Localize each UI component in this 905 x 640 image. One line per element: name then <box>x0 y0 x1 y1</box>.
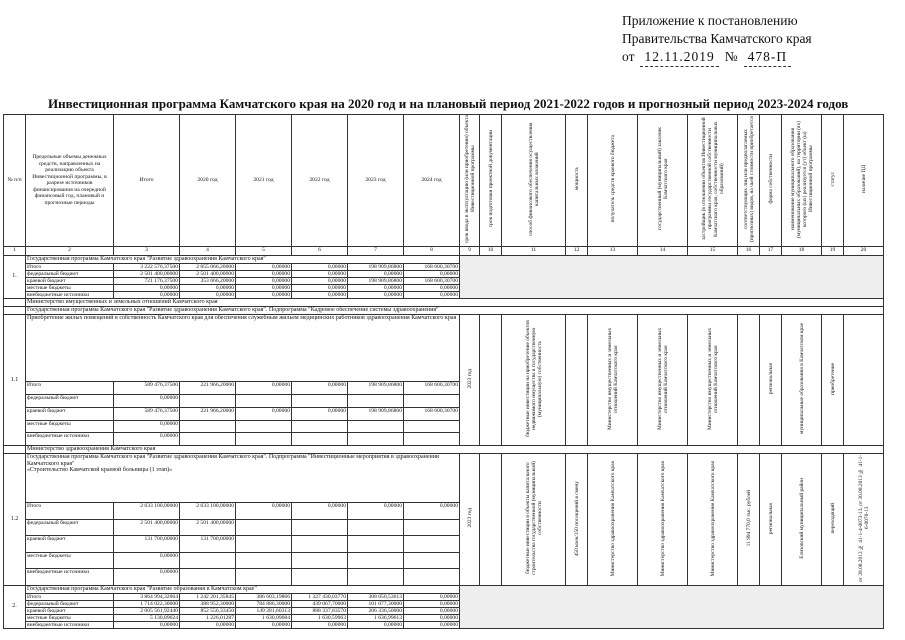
value-cell <box>292 394 348 407</box>
value-cell <box>180 394 236 407</box>
header-c9: срок ввода в эксплуатацию (или приобретения) объекта Инвестиционной программы <box>463 115 476 243</box>
value-cell: 2 501 400,00000 <box>180 270 236 277</box>
value-cell <box>180 552 236 569</box>
status: переходящий <box>829 502 836 534</box>
value-cell: 0,00000 <box>114 621 180 628</box>
value-cell: 0,00000 <box>404 600 460 607</box>
header-c13: получатель средств краевого бюджета <box>609 135 616 223</box>
header-c3: Итого <box>114 115 180 247</box>
developer: Министерство здравоохранения Камчатского края <box>709 460 716 576</box>
col-num: 11 <box>502 246 566 255</box>
from-label: от <box>622 49 635 64</box>
object-title: «Строительство Камчатской краевой больницы (1 этап)» <box>27 467 173 474</box>
value-cell: 3 222 576,37500 <box>114 263 180 270</box>
col-num: 7 <box>348 246 404 255</box>
value-cell <box>404 552 460 569</box>
value-cell: 198 909,86800 <box>348 263 404 270</box>
value-cell: 0,00000 <box>292 621 348 628</box>
object-title: Приобретение жилых помещений в собственность Камчатского края для обеспечения служебным жильем медицинских работников здравоохранения Камчатского края <box>26 314 460 382</box>
value-cell <box>348 433 404 446</box>
source-label: местные бюджеты <box>26 284 114 291</box>
value-cell: 0,00000 <box>292 503 348 520</box>
source-label: внебюджетные источники <box>26 291 114 298</box>
value-cell: 221 966,20000 <box>180 407 236 420</box>
value-cell: 198 909,86800 <box>348 277 404 284</box>
value-cell <box>348 519 404 536</box>
value-cell: 2 501 400,00000 <box>180 519 236 536</box>
value-cell: 5 130,89624 <box>114 614 180 621</box>
value-cell: 0,00000 <box>292 277 348 284</box>
value-cell: 0,00000 <box>292 263 348 270</box>
header-c10: срок подготовки проектной документации <box>487 130 494 228</box>
value-cell <box>236 433 292 446</box>
value-cell: 1 714 022,30000 <box>114 600 180 607</box>
value-cell: 0,00000 <box>180 291 236 298</box>
source-label: федеральный бюджет <box>26 394 114 407</box>
col-num: 6 <box>292 246 348 255</box>
source-label: Итого <box>26 503 114 520</box>
value-cell: 0,00000 <box>404 593 460 600</box>
value-cell <box>348 569 404 586</box>
source-label: федеральный бюджет <box>26 270 114 277</box>
value-cell: 1 242 201,35845 <box>180 593 236 600</box>
value-cell: 168 600,30700 <box>404 277 460 284</box>
value-cell: 0,00000 <box>404 614 460 621</box>
header-c12: мощность <box>573 167 580 191</box>
value-cell: 0,00000 <box>180 284 236 291</box>
value-cell: 2 633 100,00000 <box>180 503 236 520</box>
value-cell: 0,00000 <box>180 621 236 628</box>
value-cell <box>348 394 404 407</box>
row-number: 2. <box>4 585 26 628</box>
value-cell <box>236 552 292 569</box>
source-label: внебюджетные источники <box>26 433 114 446</box>
source-label: федеральный бюджет <box>26 600 114 607</box>
value-cell <box>292 569 348 586</box>
value-cell: 589 476,37500 <box>114 382 180 395</box>
col-num: 4 <box>180 246 236 255</box>
value-cell: 0,00000 <box>114 433 180 446</box>
value-cell: 784 886,30000 <box>236 600 292 607</box>
ownership-form: региональная <box>767 502 774 534</box>
header-c7: 2023 год <box>348 115 404 247</box>
value-cell: 206 336,50000 <box>348 607 404 614</box>
value-cell <box>404 536 460 553</box>
value-cell: 168 600,30700 <box>404 407 460 420</box>
header-c2: Предельные объемы денежных средств, направленных на реализацию объекта Инвестиционной программы, в разрезе источников финансирования на очередной финансовый год, плановый и прогнозные периоды <box>26 115 114 247</box>
source-label: внебюджетные источники <box>26 569 114 586</box>
header-c14: государственный (муниципальный) заказчик Камчатского края <box>656 127 669 231</box>
value-cell <box>404 420 460 433</box>
value-cell: 168 600,30700 <box>404 382 460 395</box>
status: приобретение <box>829 362 836 395</box>
source-label: внебюджетные источники <box>26 621 114 628</box>
value-cell <box>404 433 460 446</box>
col-num: 16 <box>738 246 760 255</box>
budget-recipient: Министерство имущественных и земельных отношений Камчатского края <box>606 327 619 430</box>
program-row-1 <box>4 255 884 263</box>
number-label: № <box>724 49 738 64</box>
header-c8: 2024 год <box>404 115 460 247</box>
header-c20: наличие ПД <box>860 165 867 193</box>
object-row <box>4 314 884 382</box>
col-num: 2 <box>26 246 114 255</box>
header-c5: 2021 год <box>236 115 292 247</box>
ministry-row <box>4 298 884 306</box>
value-cell: 101 077,30000 <box>348 600 404 607</box>
source-label: Итого <box>26 263 114 270</box>
value-cell: 0,00000 <box>292 291 348 298</box>
col-num: 3 <box>114 246 180 255</box>
value-cell: 1 636,99613 <box>348 614 404 621</box>
header-c15: застройщик (в отношении объектов Инвестиционной программы государственной собственности Камчатского края, собственности муниципальных образований) <box>700 117 725 241</box>
value-cell: 589 476,37500 <box>114 407 180 420</box>
value-cell: 1 630,09684 <box>236 614 292 621</box>
investment-table <box>3 114 884 629</box>
commission-date: 2023 год <box>466 368 473 389</box>
value-cell <box>292 536 348 553</box>
value-cell: 221 966,20000 <box>180 382 236 395</box>
value-cell: 0,00000 <box>404 291 460 298</box>
estimated-cost: 11 994 770,0 тыс. рублей <box>745 490 752 547</box>
value-cell: 198 909,86800 <box>348 407 404 420</box>
value-cell: 2 501 400,00000 <box>114 270 180 277</box>
subprogram-row <box>4 306 884 314</box>
col-num: 5 <box>236 246 292 255</box>
value-cell: 0,00000 <box>348 284 404 291</box>
value-cell: 2 005 561,92440 <box>114 607 180 614</box>
col-num: 10 <box>480 246 502 255</box>
value-cell: 721 176,37500 <box>114 277 180 284</box>
value-cell: 0,00000 <box>114 291 180 298</box>
value-cell <box>292 433 348 446</box>
value-cell: 0,00000 <box>236 621 292 628</box>
program-title: Государственная программа Камчатского края "Развитие образования в Камчатском крае" <box>26 585 460 593</box>
developer: Министерство имущественных и земельных отношений Камчатского края <box>706 327 719 430</box>
value-cell: 0,00000 <box>292 284 348 291</box>
value-cell: 0,00000 <box>114 569 180 586</box>
header-c4: 2020 год <box>180 115 236 247</box>
source-label: Итого <box>26 593 114 600</box>
value-cell: 198 909,86800 <box>348 382 404 395</box>
source-label: местные бюджеты <box>26 552 114 569</box>
value-cell <box>404 394 460 407</box>
row-number: 1.2 <box>4 454 26 586</box>
value-cell <box>292 519 348 536</box>
value-cell: 0,00000 <box>236 284 292 291</box>
program-title: Государственная программа Камчатского края "Развитие здравоохранения Камчатского края" <box>26 255 460 263</box>
ownership-form: региональная <box>767 363 774 395</box>
value-cell: 0,00000 <box>114 420 180 433</box>
header-c1: № п/п <box>4 115 26 247</box>
value-cell: 0,00000 <box>348 270 404 277</box>
header-c19: статус <box>829 171 836 187</box>
value-cell: 0,00000 <box>292 407 348 420</box>
header-c16: соответствующих лиц или предполагаемых (прогнозных) видов, на чьей стоимости приобретается <box>742 116 755 242</box>
value-cell <box>236 519 292 536</box>
value-cell: 1 630,59963 <box>292 614 348 621</box>
value-cell: 0,00000 <box>404 607 460 614</box>
blank-area <box>460 585 884 628</box>
col-num: 13 <box>588 246 638 255</box>
value-cell: 0,00000 <box>348 291 404 298</box>
value-cell: 2 633 100,00000 <box>114 503 180 520</box>
value-cell: 0,00000 <box>236 270 292 277</box>
municipality: Елизовский муниципальный район <box>798 477 805 559</box>
value-cell <box>180 420 236 433</box>
value-cell: 852 556,33450 <box>180 607 236 614</box>
value-cell: 2 855 066,20000 <box>180 263 236 270</box>
financing-method: бюджетные инвестиции в объекты капитального строительства государственной (муниципальной) собственности <box>524 461 543 576</box>
value-cell <box>404 519 460 536</box>
value-cell: 0,00000 <box>404 284 460 291</box>
commission-date: 2023 год <box>466 508 473 528</box>
col-num: 15 <box>688 246 738 255</box>
value-cell: 0,00000 <box>114 284 180 291</box>
appendix-line1: Приложение к постановлению <box>622 13 798 28</box>
source-label: краевой бюджет <box>26 607 114 614</box>
value-cell: 1 327 430,03770 <box>292 593 348 600</box>
value-cell <box>236 394 292 407</box>
blank-area <box>460 255 884 298</box>
source-label: краевой бюджет <box>26 407 114 420</box>
value-cell: 2 501 400,00000 <box>114 519 180 536</box>
value-cell: 0,00000 <box>236 503 292 520</box>
value-cell <box>292 420 348 433</box>
source-label: федеральный бюджет <box>26 519 114 536</box>
decree-number: 478-П <box>744 48 792 67</box>
design-docs: от 28.08.2013 № 41-1-4-0073-13, от 30.08.2013 № 41-1-6-0076-13 <box>857 454 870 582</box>
column-number-row <box>4 246 884 255</box>
value-cell: 0,00000 <box>404 503 460 520</box>
value-cell: 888 337,83570 <box>292 607 348 614</box>
value-cell: 439 067,70000 <box>292 600 348 607</box>
value-cell: 131 700,00000 <box>180 536 236 553</box>
financing-method: бюджетные инвестиции на приобретение объектов недвижимого имущества в государственную (муниципальную) собственность <box>524 320 543 437</box>
subprogram-row <box>4 454 884 503</box>
source-label: краевой бюджет <box>26 277 114 284</box>
municipality: муниципальные образования в Камчатском крае <box>798 323 805 435</box>
ministry-title: Министерство здравоохранения Камчатского края <box>26 446 884 454</box>
ministry-title: Министерство имущественных и земельных отношений Камчатского края <box>26 298 884 306</box>
value-cell: 386 603,19866 <box>236 593 292 600</box>
col-num: 18 <box>782 246 822 255</box>
subprogram-and-object <box>26 454 460 503</box>
col-num: 8 <box>404 246 460 255</box>
value-cell <box>236 536 292 553</box>
row-number: 1. <box>4 255 26 298</box>
value-cell: 353 666,20000 <box>180 277 236 284</box>
col-num: 1 <box>4 246 26 255</box>
header-c6: 2022 год <box>292 115 348 247</box>
value-cell <box>348 552 404 569</box>
customer: Министерство здравоохранения Камчатского края <box>659 460 666 576</box>
value-cell: 0,00000 <box>114 552 180 569</box>
col-num: 9 <box>460 246 480 255</box>
value-cell: 0,00000 <box>348 621 404 628</box>
col-num: 19 <box>822 246 844 255</box>
source-label: Итого <box>26 382 114 395</box>
subprogram-title: Государственная программа Камчатского края "Развитие здравоохранения Камчатского края". Подпрограмма "Кадровое обеспечение системы здравоохранения" <box>26 306 884 314</box>
value-cell: 0,00000 <box>236 277 292 284</box>
value-cell <box>180 569 236 586</box>
capacity: 450 коек/150 посещений в смену <box>573 480 580 556</box>
value-cell: 168 600,30700 <box>404 263 460 270</box>
value-cell: 0,00000 <box>236 407 292 420</box>
value-cell <box>404 569 460 586</box>
row-number: 1.1 <box>4 314 26 446</box>
col-num: 20 <box>844 246 884 255</box>
source-label: краевой бюджет <box>26 536 114 553</box>
subprogram-title: Государственная программа Камчатского края "Развитие здравоохранения Камчатского края". Подпрограмма "Инвестиционные мероприятия в здравоохранении Камчатского края" <box>27 454 440 467</box>
value-cell: 0,00000 <box>348 503 404 520</box>
appendix-block <box>622 12 812 67</box>
page-title: Инвестиционная программа Камчатского края на 2020 год и на плановый период 2021-2022 годов и прогнозный период 2023-2024 годов <box>48 96 849 111</box>
value-cell: 0,00000 <box>292 382 348 395</box>
value-cell: 388 952,30000 <box>180 600 236 607</box>
value-cell: 0,00000 <box>404 270 460 277</box>
value-cell: 0,00000 <box>114 394 180 407</box>
value-cell <box>180 433 236 446</box>
value-cell: 149 281,60313 <box>236 607 292 614</box>
value-cell <box>348 536 404 553</box>
ministry-row <box>4 446 884 454</box>
header-row <box>4 115 884 247</box>
value-cell: 0,00000 <box>236 263 292 270</box>
budget-recipient: Министерство здравоохранения Камчатского края <box>609 460 616 576</box>
col-num: 12 <box>566 246 588 255</box>
header-c18: наименование муниципального образования (муниципальных образований), на территории (ях) которого (ых) реализуется (ут) объект (ы) Инвестиционной программы <box>789 120 814 238</box>
source-label: местные бюджеты <box>26 614 114 621</box>
value-cell: 131 700,00000 <box>114 536 180 553</box>
value-cell <box>236 420 292 433</box>
value-cell <box>292 552 348 569</box>
source-label: местные бюджеты <box>26 420 114 433</box>
decree-date: 12.11.2019 <box>640 48 718 67</box>
customer: Министерство имущественных и земельных отношений Камчатского края <box>656 327 669 430</box>
value-cell <box>348 420 404 433</box>
value-cell: 1 226,01287 <box>180 614 236 621</box>
value-cell: 0,00000 <box>292 270 348 277</box>
appendix-line2: Правительства Камчатского края <box>622 31 812 46</box>
value-cell: 0,00000 <box>236 291 292 298</box>
col-num: 17 <box>760 246 782 255</box>
program-row-2 <box>4 585 884 593</box>
value-cell: 3 864 994,32064 <box>114 593 180 600</box>
value-cell <box>236 569 292 586</box>
appendix-date-row <box>622 48 812 67</box>
header-c17: форма собственности <box>767 154 774 204</box>
col-num: 14 <box>638 246 688 255</box>
value-cell: 0,00000 <box>236 382 292 395</box>
header-c11: способ финансового обеспечения осуществления капитальных вложений <box>527 122 540 236</box>
value-cell: 0,00000 <box>404 621 460 628</box>
value-cell: 308 050,53613 <box>348 593 404 600</box>
